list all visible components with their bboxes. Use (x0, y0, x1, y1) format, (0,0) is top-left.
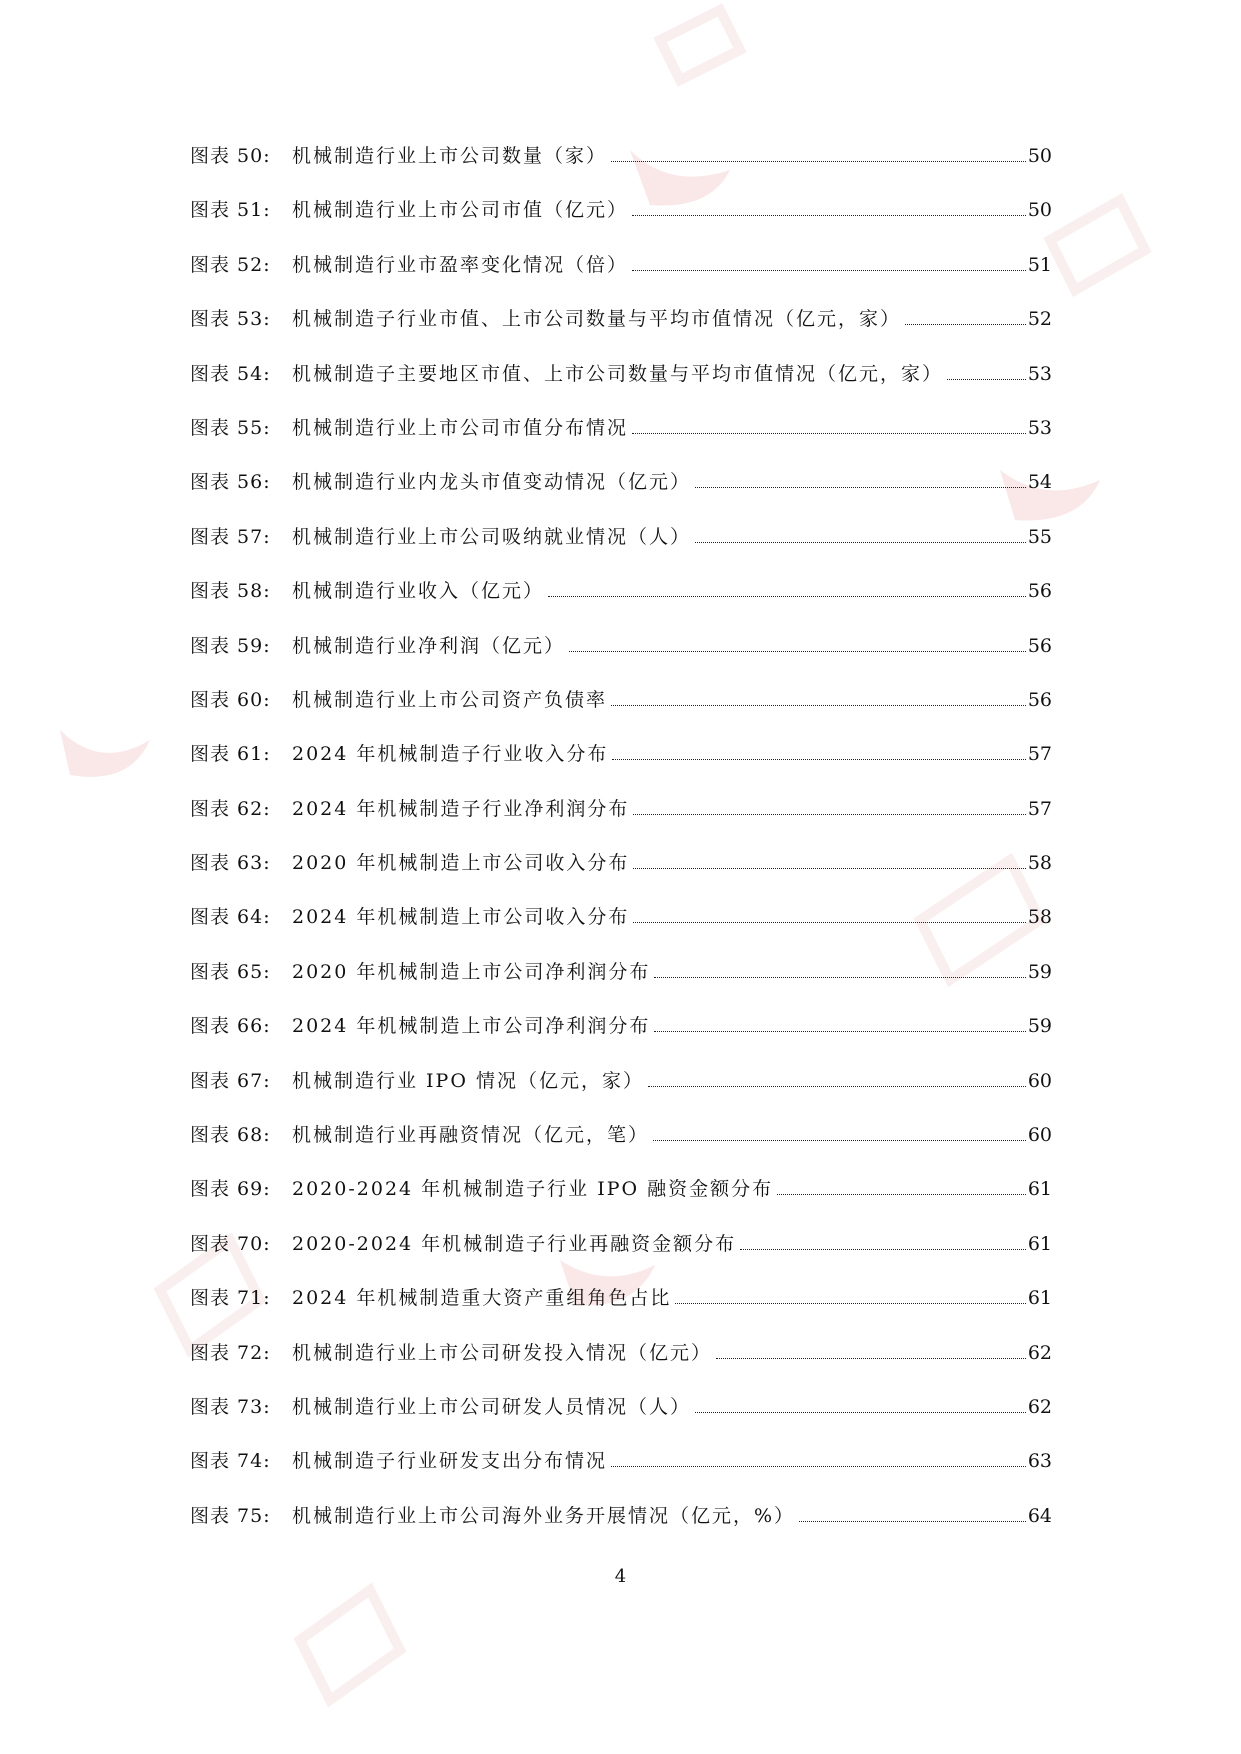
dot-leader (654, 977, 1025, 978)
entry-title: 机械制造行业上市公司数量（家） (292, 145, 608, 167)
entry-page-number: 58 (1027, 906, 1052, 929)
entry-page-number: 62 (1027, 1341, 1052, 1364)
entry-label: 图表 67: (190, 1069, 271, 1092)
entry-label: 图表 74: (190, 1450, 271, 1473)
entry-label: 图表 65: (190, 960, 271, 983)
entry-label: 图表 59: (190, 634, 271, 657)
dot-leader (632, 215, 1026, 216)
entry-title: 机械制造行业 IPO 情况（亿元，家） (292, 1069, 644, 1092)
entry-label: 图表 53: (190, 308, 271, 331)
toc-entry[interactable] (190, 1392, 1052, 1446)
entry-label: 图表 64: (190, 906, 271, 929)
entry-label: 图表 52: (190, 253, 271, 276)
toc-entry[interactable] (190, 359, 1052, 413)
entry-title: 2024 年机械制造上市公司收入分布 (292, 906, 630, 929)
dot-leader (633, 814, 1025, 815)
dot-leader (633, 922, 1025, 923)
entry-title: 机械制造行业市盈率变化情况（倍） (292, 253, 629, 276)
dot-leader (611, 161, 1026, 162)
dot-leader (675, 1303, 1025, 1304)
dot-leader (695, 542, 1026, 543)
entry-page-number: 55 (1027, 525, 1052, 548)
toc-entry[interactable] (190, 631, 1052, 685)
entry-label: 图表 58: (190, 580, 271, 603)
entry-title: 2020-2024 年机械制造子行业 IPO 融资金额分布 (292, 1178, 774, 1201)
toc-entry[interactable] (190, 304, 1052, 358)
dot-leader (632, 270, 1026, 271)
entry-title: 2020 年机械制造上市公司净利润分布 (292, 960, 651, 983)
toc-entry[interactable] (190, 685, 1052, 739)
entry-label: 图表 66: (190, 1015, 271, 1038)
toc-entry[interactable] (190, 1174, 1052, 1228)
entry-title: 机械制造子主要地区市值、上市公司数量与平均市值情况（亿元，家） (292, 362, 944, 385)
toc-entry[interactable] (190, 467, 1052, 521)
entry-page-number: 61 (1027, 1178, 1052, 1201)
dot-leader (611, 1466, 1026, 1467)
dot-leader (653, 1140, 1026, 1141)
entry-title: 2020 年机械制造上市公司收入分布 (292, 852, 630, 875)
toc-entry[interactable] (190, 794, 1052, 848)
entry-label: 图表 57: (190, 525, 271, 548)
dot-leader (947, 379, 1026, 380)
entry-title: 机械制造行业上市公司市值（亿元） (292, 199, 629, 222)
toc-entry[interactable] (190, 250, 1052, 304)
entry-label: 图表 72: (190, 1341, 271, 1364)
entry-title: 2024 年机械制造子行业净利润分布 (292, 797, 630, 820)
toc-entry[interactable] (190, 195, 1052, 249)
entry-title: 机械制造行业上市公司资产负债率 (292, 688, 608, 711)
entry-title: 机械制造行业上市公司市值分布情况 (292, 416, 629, 439)
entry-page-number: 64 (1027, 1504, 1052, 1527)
toc-entry[interactable] (190, 1283, 1052, 1337)
toc-entry[interactable] (190, 902, 1052, 956)
toc-entry[interactable] (190, 1011, 1052, 1065)
entry-title: 机械制造行业净利润（亿元） (292, 634, 566, 657)
dot-leader (548, 596, 1026, 597)
entry-label: 图表 71: (190, 1287, 271, 1310)
toc-entry[interactable] (190, 413, 1052, 467)
dot-leader (716, 1358, 1026, 1359)
entry-title: 机械制造行业上市公司吸纳就业情况（人） (292, 525, 692, 548)
entry-label: 图表 70: (190, 1232, 271, 1255)
entry-page-number: 51 (1027, 253, 1052, 276)
entry-page-number: 61 (1027, 1232, 1052, 1255)
dot-leader (633, 868, 1025, 869)
entry-label: 图表 50: (190, 145, 271, 167)
entry-label: 图表 69: (190, 1178, 271, 1201)
toc-entry[interactable] (190, 957, 1052, 1011)
dot-leader (695, 1412, 1026, 1413)
toc-entry[interactable] (190, 1120, 1052, 1174)
entry-title: 2024 年机械制造重大资产重组角色占比 (292, 1287, 672, 1310)
entry-label: 图表 56: (190, 471, 271, 494)
page-number: 4 (614, 1566, 627, 1587)
toc-entry[interactable] (190, 576, 1052, 630)
dot-leader (799, 1521, 1026, 1522)
entry-page-number: 61 (1027, 1287, 1052, 1310)
entry-page-number: 54 (1027, 471, 1052, 494)
dot-leader (905, 324, 1026, 325)
entry-title: 机械制造子行业市值、上市公司数量与平均市值情况（亿元，家） (292, 308, 902, 331)
entry-label: 图表 55: (190, 416, 271, 439)
dot-leader (632, 433, 1026, 434)
toc-entry[interactable] (190, 1229, 1052, 1283)
entry-page-number: 60 (1027, 1069, 1052, 1092)
entry-page-number: 63 (1027, 1450, 1052, 1473)
entry-page-number: 57 (1027, 797, 1052, 820)
entry-label: 图表 68: (190, 1124, 271, 1147)
entry-page-number: 57 (1027, 743, 1052, 766)
entry-label: 图表 51: (190, 199, 271, 222)
entry-title: 2024 年机械制造上市公司净利润分布 (292, 1015, 651, 1038)
entry-title: 机械制造行业收入（亿元） (292, 580, 545, 603)
entry-title: 机械制造行业再融资情况（亿元，笔） (292, 1124, 650, 1147)
toc-entry[interactable] (190, 739, 1052, 793)
entry-page-number: 62 (1027, 1395, 1052, 1418)
entry-title: 机械制造子行业研发支出分布情况 (292, 1450, 608, 1473)
entry-label: 图表 62: (190, 797, 271, 820)
toc-entry[interactable] (190, 1446, 1052, 1500)
toc-entry[interactable] (190, 848, 1052, 902)
entry-label: 图表 61: (190, 743, 271, 766)
entry-title: 2024 年机械制造子行业收入分布 (292, 743, 609, 766)
entry-title: 机械制造行业内龙头市值变动情况（亿元） (292, 471, 692, 494)
entry-page-number: 56 (1027, 580, 1052, 603)
entry-title: 机械制造行业上市公司研发人员情况（人） (292, 1395, 692, 1418)
entry-page-number: 53 (1027, 416, 1052, 439)
entry-label: 图表 75: (190, 1504, 271, 1527)
table-of-figures (190, 141, 1052, 1555)
toc-entry[interactable] (190, 1501, 1052, 1555)
toc-entry[interactable] (190, 1066, 1052, 1120)
dot-leader (648, 1086, 1026, 1087)
toc-entry[interactable] (190, 141, 1052, 195)
dot-leader (654, 1031, 1025, 1032)
entry-label: 图表 54: (190, 362, 271, 385)
entry-page-number: 53 (1027, 362, 1052, 385)
dot-leader (777, 1194, 1026, 1195)
entry-label: 图表 73: (190, 1395, 271, 1418)
entry-page-number: 59 (1027, 1015, 1052, 1038)
entry-title: 机械制造行业上市公司海外业务开展情况（亿元，%） (292, 1504, 796, 1527)
entry-title: 2020-2024 年机械制造子行业再融资金额分布 (292, 1232, 737, 1255)
toc-entry[interactable] (190, 1338, 1052, 1392)
dot-leader (569, 651, 1026, 652)
dot-leader (740, 1249, 1026, 1250)
entry-page-number: 59 (1027, 960, 1052, 983)
entry-label: 图表 63: (190, 852, 271, 875)
dot-leader (611, 705, 1026, 706)
toc-entry[interactable] (190, 522, 1052, 576)
entry-page-number: 50 (1027, 145, 1052, 167)
entry-page-number: 56 (1027, 634, 1052, 657)
entry-page-number: 50 (1027, 199, 1052, 222)
entry-page-number: 60 (1027, 1124, 1052, 1147)
dot-leader (612, 759, 1025, 760)
entry-page-number: 52 (1027, 308, 1052, 331)
dot-leader (695, 487, 1026, 488)
entry-title: 机械制造行业上市公司研发投入情况（亿元） (292, 1341, 713, 1364)
entry-page-number: 58 (1027, 852, 1052, 875)
entry-page-number: 56 (1027, 688, 1052, 711)
entry-label: 图表 60: (190, 688, 271, 711)
